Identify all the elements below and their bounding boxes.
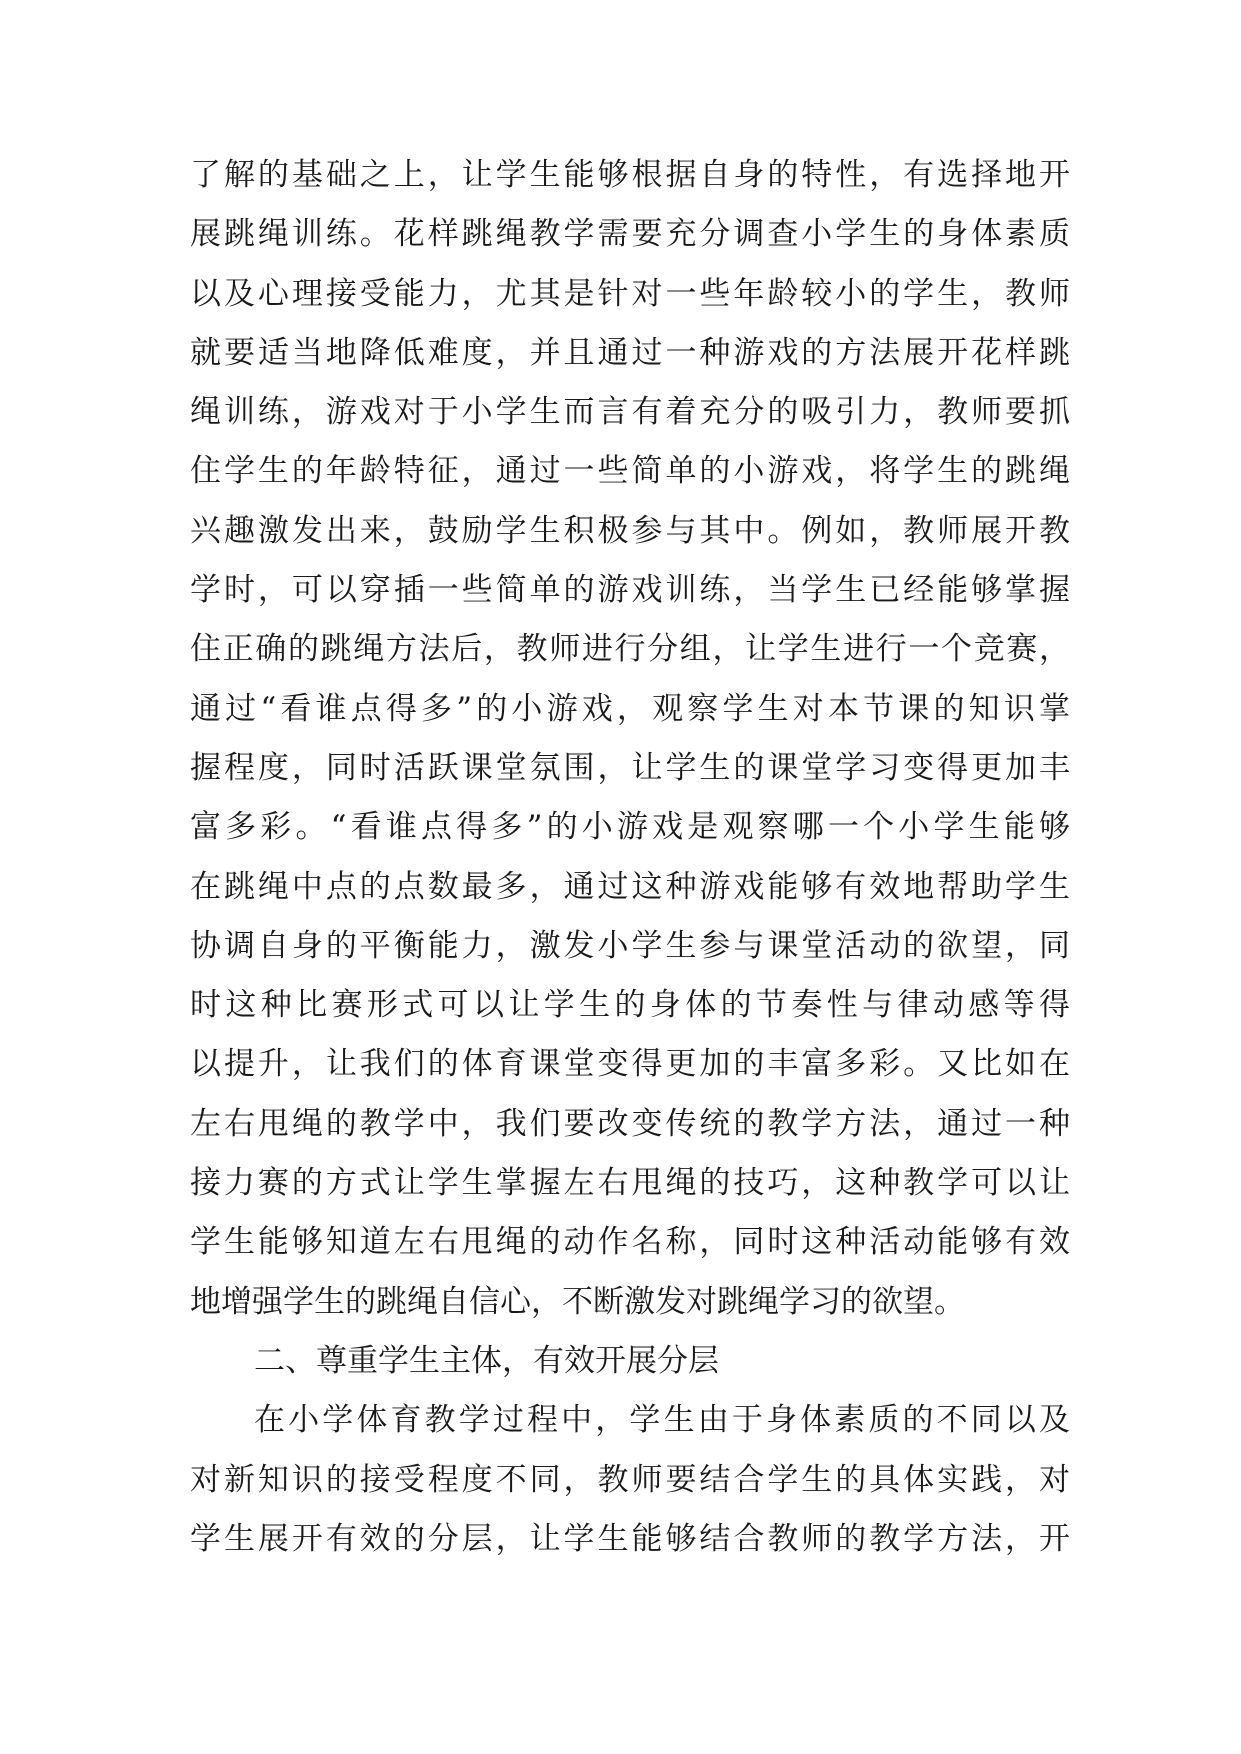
paragraph-line: 住学生的年龄特征，通过一些简单的小游戏，将学生的跳绳: [190, 453, 1070, 490]
paragraph-line: 通过“看谁点得多”的小游戏，观察学生对本节课的知识掌: [190, 690, 1070, 727]
paragraph-line: 兴趣激发出来，鼓励学生积极参与其中。例如，教师展开教: [190, 512, 1070, 549]
paragraph-line: 对新知识的接受程度不同，教师要结合学生的具体实践，对: [190, 1461, 1070, 1498]
paragraph-line: 了解的基础之上，让学生能够根据自身的特性，有选择地开: [190, 157, 1070, 193]
paragraph-line: 接力赛的方式让学生掌握左右甩绳的技巧，这种教学可以让: [190, 1165, 1070, 1202]
paragraph-line: 就要适当地降低难度，并且通过一种游戏的方法展开花样跳: [190, 334, 1070, 371]
paragraph-line: 展跳绳训练。花样跳绳教学需要充分调查小学生的身体素质: [190, 216, 1070, 253]
paragraph-line: 以及心理接受能力，尤其是针对一些年龄较小的学生，教师: [190, 275, 1070, 312]
body-text: [190, 146, 1070, 1569]
paragraph-line: 富多彩。“看谁点得多”的小游戏是观察哪一个小学生能够: [190, 809, 1070, 846]
paragraph-line: 地增强学生的跳绳自信心，不断激发对跳绳学习的欲望。: [190, 1283, 965, 1320]
paragraph-line: 学生展开有效的分层，让学生能够结合教师的教学方法，开: [190, 1520, 1070, 1557]
paragraph-line: 住正确的跳绳方法后，教师进行分组，让学生进行一个竞赛，: [190, 631, 1070, 668]
paragraph-line: 协调自身的平衡能力，激发小学生参与课堂活动的欲望，同: [190, 927, 1070, 964]
section-heading: 二、尊重学生主体，有效开展分层: [254, 1342, 719, 1379]
paragraph-line: 时这种比赛形式可以让学生的身体的节奏性与律动感等得: [190, 987, 1070, 1024]
paragraph-line: 左右甩绳的教学中，我们要改变传统的教学方法，通过一种: [190, 1105, 1070, 1142]
paragraph-line: 在小学体育教学过程中，学生由于身体素质的不同以及: [254, 1402, 1070, 1439]
paragraph-line: 绳训练，游戏对于小学生而言有着充分的吸引力，教师要抓: [190, 394, 1070, 431]
paragraph-line: 学生能够知道左右甩绳的动作名称，同时这种活动能够有效: [190, 1224, 1070, 1261]
paragraph-line: 在跳绳中点的点数最多，通过这种游戏能够有效地帮助学生: [190, 868, 1070, 905]
paragraph-line: 握程度，同时活跃课堂氛围，让学生的课堂学习变得更加丰: [190, 749, 1070, 786]
paragraph-line: 以提升，让我们的体育课堂变得更加的丰富多彩。又比如在: [190, 1046, 1070, 1083]
paragraph-line: 学时，可以穿插一些简单的游戏训练，当学生已经能够掌握: [190, 572, 1070, 609]
